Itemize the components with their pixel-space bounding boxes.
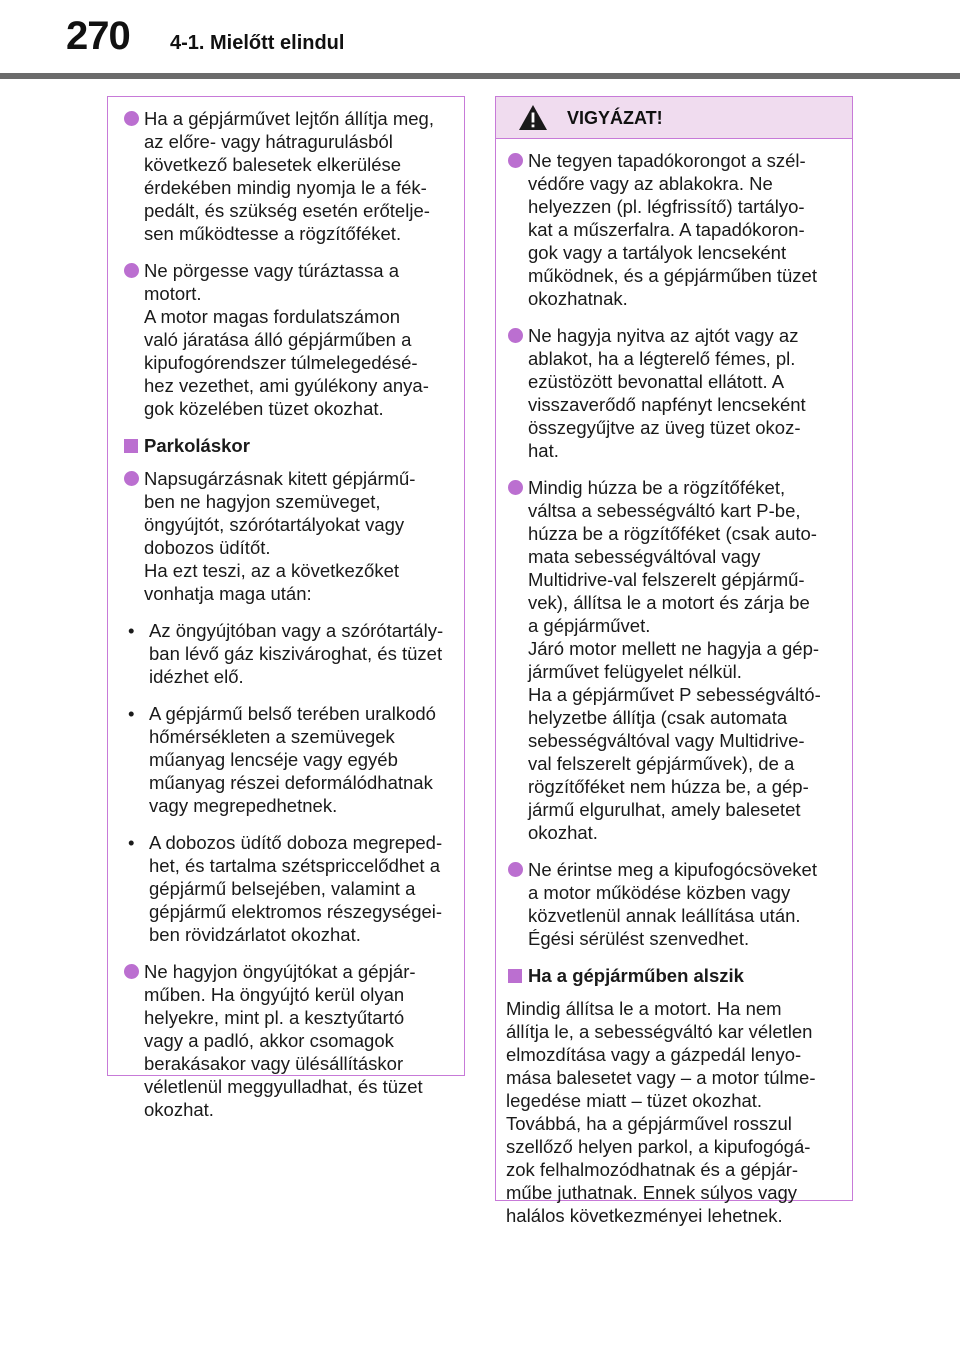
text-line: Ha ezt teszi, az a következőket [144, 560, 400, 581]
text-line: okozhat. [144, 1099, 214, 1120]
text-line: járművet felügyelet nélkül. [528, 661, 742, 682]
text-line: ban lévő gáz kiszivároghat, és tüzet [149, 643, 443, 664]
text-line: helyekre, mint pl. a kesztyűtartó [144, 1007, 405, 1028]
text-line: val felszerelt gépjárművek), de a [528, 753, 795, 774]
text-line: hez vezethet, ami gyúlékony anya- [144, 375, 429, 396]
text-line: idézhet elő. [149, 666, 244, 687]
text-line: Égési sérülést szenvedhet. [528, 928, 750, 949]
text-line: mása balesetet vagy – a motor túlme- [506, 1067, 816, 1088]
sub-list-item [122, 831, 452, 946]
sleeping-paragraph [506, 997, 840, 1227]
text-line: Ha a gépjárművet P sebességváltó- [528, 684, 821, 705]
list-item [122, 107, 452, 245]
warning-title: VIGYÁZAT! [567, 108, 663, 128]
text-line: műben. Ha öngyújtó kerül olyan [144, 984, 405, 1005]
text-line: Az öngyújtóban vagy a szórótartály- [149, 620, 444, 641]
warning-body [496, 139, 852, 1227]
text-line: hat. [528, 440, 559, 461]
text-line: helyzetbe állítja (csak automata [528, 707, 788, 728]
page-number: 270 [66, 14, 130, 58]
text-line: okozhat. [528, 822, 598, 843]
text-line: gok vagy a tartályok lencseként [528, 242, 787, 263]
left-info-box [107, 96, 465, 1120]
round-bullet-icon [508, 480, 523, 495]
text-line: műanyag lencséje vagy egyéb [149, 749, 398, 770]
text-line: Ne pörgesse vagy túráztassa a [144, 260, 400, 281]
round-bullet-icon [124, 111, 139, 126]
text-line: vonhatja maga után: [144, 583, 312, 604]
text-line: okozhatnak. [528, 288, 628, 309]
left-subitems [122, 619, 452, 946]
warning-triangle-icon [518, 104, 548, 131]
text-line: Járó motor mellett ne hagyja a gép- [528, 638, 820, 659]
text-line: ablakot, ha a légterelő fémes, pl. [528, 348, 796, 369]
text-line: gok közelében tüzet okozhat. [144, 398, 384, 419]
text-line: a motor működése közben vagy [528, 882, 791, 903]
text-line: halálos következményei lehetnek. [506, 1205, 783, 1226]
section-title: 4-1. Mielőtt elindul [170, 32, 345, 54]
text-line: váltsa a sebességváltó kart P-be, [528, 500, 801, 521]
bullet-icon: • [128, 703, 135, 724]
round-bullet-icon [124, 263, 139, 278]
text-line: Mindig húzza be a rögzítőféket, [528, 477, 786, 498]
right-items [506, 149, 840, 950]
page-header [0, 0, 960, 80]
round-bullet-icon [124, 964, 139, 979]
text-line: Ne érintse meg a kipufogócsöveket [528, 859, 817, 880]
text-line: öngyújtót, szórótartályokat vagy [144, 514, 405, 535]
text-line: sebességváltóval vagy Multidrive- [528, 730, 805, 751]
text-line: Mindig állítsa le a motort. Ha nem [506, 998, 782, 1019]
sub-list-item [122, 619, 452, 688]
text-line: motort. [144, 283, 202, 304]
round-bullet-icon [508, 328, 523, 343]
text-line: vagy a padló, akkor csomagok [144, 1030, 394, 1051]
text-line: való járatása álló gépjárműben a [144, 329, 412, 350]
text-line: ben ne hagyjon szemüveget, [144, 491, 381, 512]
text-line: Ne hagyja nyitva az ajtót vagy az [528, 325, 799, 346]
text-line: vek), állítsa le a motort és zárja be [528, 592, 810, 613]
list-item [122, 467, 452, 605]
round-bullet-icon [508, 153, 523, 168]
list-item [506, 324, 840, 462]
text-line: helyezzen (pl. légfrissítő) tartályo- [528, 196, 805, 217]
round-bullet-icon [124, 471, 139, 486]
section-heading-parking: Parkoláskor [122, 434, 452, 457]
text-line: ben rövidzárlatot okozhat. [149, 924, 361, 945]
text-line: Multidrive-val felszerelt gépjármű- [528, 569, 805, 590]
text-line: húzza be a rögzítőféket (csak auto- [528, 523, 817, 544]
text-line: pedált, és szükség esetén erőtelje- [144, 200, 430, 221]
list-item [506, 476, 840, 844]
text-line: műanyag részei deformálódhatnak [149, 772, 433, 793]
text-line: szellőző helyen parkol, a kipufogógá- [506, 1136, 811, 1157]
bullet-icon: • [128, 832, 135, 853]
text-line: sen működtesse a rögzítőféket. [144, 223, 402, 244]
text-line: A motor magas fordulatszámon [144, 306, 401, 327]
list-item [506, 858, 840, 950]
text-line: vagy megrepedhetnek. [149, 795, 338, 816]
text-line: a gépjárművet. [528, 615, 651, 636]
text-line: működnek, és a gépjárműben tüzet [528, 265, 817, 286]
text-line: zok felhalmozódhatnak és a gépjár- [506, 1159, 799, 1180]
text-line: berakásakor vagy ülésállításkor [144, 1053, 404, 1074]
text-line: közvetlenül annak leállítása után. [528, 905, 801, 926]
list-item [506, 149, 840, 310]
text-line: dobozos üdítőt. [144, 537, 271, 558]
text-line: következő balesetek elkerülése [144, 154, 402, 175]
text-line: Ne tegyen tapadókorongot a szél- [528, 150, 806, 171]
list-item [122, 960, 452, 1121]
text-line: A dobozos üdítő doboza megreped- [149, 832, 443, 853]
text-line: érdekében mindig nyomja le a fék- [144, 177, 427, 198]
text-line: het, és tartalma szétspriccelődhet a [149, 855, 441, 876]
text-line: véletlenül meggyulladhat, és tüzet [144, 1076, 423, 1097]
text-line: hőmérsékleten a szemüvegek [149, 726, 395, 747]
text-line: rögzítőféket nem húzza be, a gép- [528, 776, 809, 797]
text-line: mata sebességváltóval vagy [528, 546, 761, 567]
header-rule [0, 73, 960, 79]
list-item [122, 259, 452, 420]
text-line: elmozdítása vagy a gázpedál lenyo- [506, 1044, 802, 1065]
text-line: Továbbá, ha a gépjárművel rosszul [506, 1113, 792, 1134]
text-line: visszaverődő napfényt lencseként [528, 394, 806, 415]
left-items-2 [122, 467, 452, 605]
text-line: gépjármű belsejében, valamint a [149, 878, 416, 899]
text-line: Ha a gépjárművet lejtőn állítja meg, [144, 108, 434, 129]
text-line: Napsugárzásnak kitett gépjármű- [144, 468, 416, 489]
section-heading-sleeping: Ha a gépjárműben alszik [506, 964, 840, 987]
warning-header [496, 97, 852, 139]
text-line: jármű elgurulhat, amely balesetet [528, 799, 801, 820]
text-line: Ne hagyjon öngyújtókat a gépjár- [144, 961, 416, 982]
bullet-icon: • [128, 620, 135, 641]
text-line: összegyűjtve az üveg tüzet okoz- [528, 417, 801, 438]
warning-box [495, 96, 853, 1226]
text-line: védőre vagy az ablakokra. Ne [528, 173, 773, 194]
square-bullet-icon [508, 969, 522, 983]
sub-list-item [122, 702, 452, 817]
text-line: műbe juthatnak. Ennek súlyos vagy [506, 1182, 798, 1203]
text-line: ezüstözött bevonattal ellátott. A [528, 371, 785, 392]
square-bullet-icon [124, 439, 138, 453]
text-line: kipufogórendszer túlmelegedésé- [144, 352, 418, 373]
left-items-1 [122, 107, 452, 420]
round-bullet-icon [508, 862, 523, 877]
text-line: az előre- vagy hátragurulásból [144, 131, 393, 152]
text-line: A gépjármű belső terében uralkodó [149, 703, 436, 724]
text-line: gépjármű elektromos részegységei- [149, 901, 443, 922]
text-line: állítja le, a sebességváltó kar véletlen [506, 1021, 813, 1042]
left-items-3 [122, 960, 452, 1121]
text-line: kat a műszerfalra. A tapadókoron- [528, 219, 805, 240]
text-line: legedése miatt – tüzet okozhat. [506, 1090, 763, 1111]
